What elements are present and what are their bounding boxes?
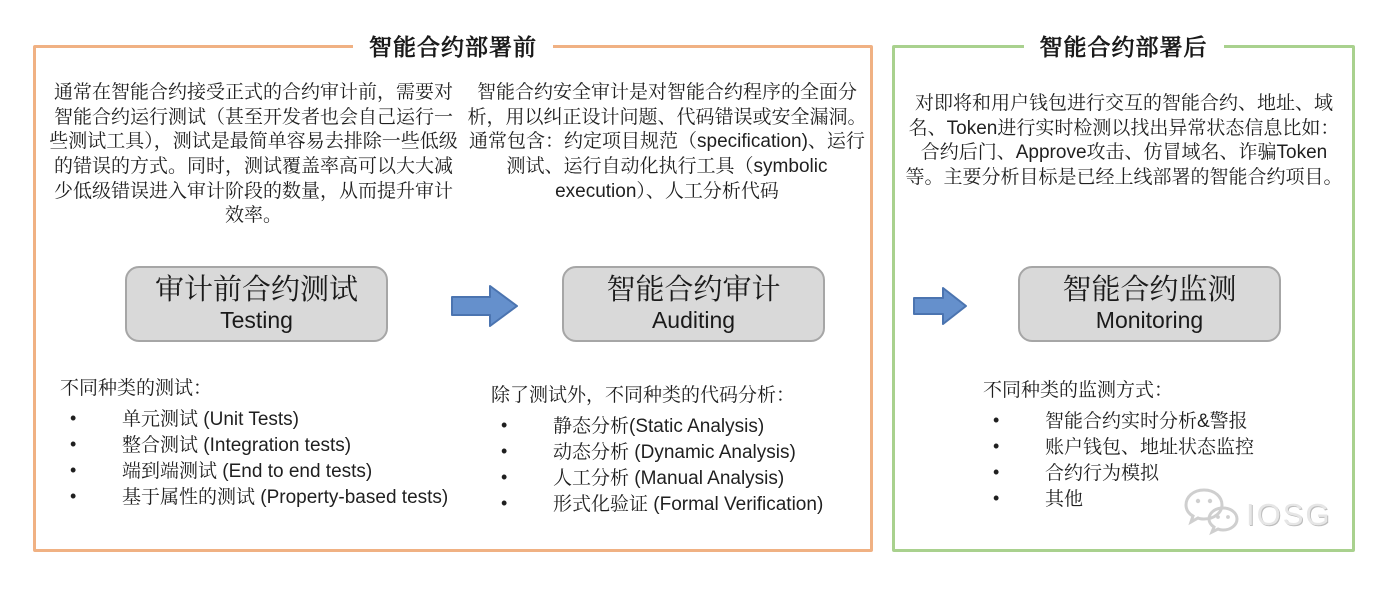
watermark-brand-text: IOSG bbox=[1246, 496, 1332, 532]
auditing-process-box bbox=[562, 266, 825, 342]
list-item: • 动态分析 (Dynamic Analysis) bbox=[491, 440, 889, 466]
testing-process-box bbox=[125, 266, 388, 342]
panel-before-title: 智能合约部署前 bbox=[353, 29, 553, 62]
testing-list bbox=[60, 377, 462, 512]
list-item: • 端到端测试 (End to end tests) bbox=[60, 459, 462, 485]
list-item: • 合约行为模拟 bbox=[983, 461, 1335, 487]
testing-list-title: 不同种类的测试： bbox=[60, 378, 213, 399]
monitoring-box-title: 智能合约监测 bbox=[1062, 274, 1237, 307]
list-item: • 智能合约实时分析&警报 bbox=[983, 409, 1335, 435]
auditing-list-title: 除了测试外，不同种类的代码分析： bbox=[491, 385, 796, 406]
panel-after-title: 智能合约部署后 bbox=[1024, 29, 1224, 62]
watermark bbox=[1182, 486, 1332, 543]
list-item: • 基于属性的测试 (Property-based tests) bbox=[60, 485, 462, 511]
auditing-box-subtitle: Auditing bbox=[651, 306, 736, 333]
list-item: • 人工分析 (Manual Analysis) bbox=[491, 466, 889, 492]
testing-box-subtitle: Testing bbox=[220, 306, 293, 333]
arrow-right-icon bbox=[450, 283, 520, 334]
monitoring-list-title: 不同种类的监测方式： bbox=[983, 380, 1174, 401]
testing-description: 通常在智能合约接受正式的合约审计前，需要对智能合约运行测试（甚至开发者也会自己运行一些测试工具），测试是最简单容易去排除一些低级的错误的方式。同时，测试覆盖率高可以大大减少低级错误进入审计阶段的数量，从而提升审计效率。 bbox=[49, 82, 458, 227]
monitoring-description: 对即将和用户钱包进行交互的智能合约、地址、域名、Token进行实时检测以找出异常状态信息比如：合约后门、Approve攻击、仿冒域名、诈骗Token等。主要分析目标是已经上线部署的智能合约项目。 bbox=[905, 93, 1343, 189]
list-item: • 整合测试 (Integration tests) bbox=[60, 433, 462, 459]
monitoring-process-box bbox=[1018, 266, 1281, 342]
auditing-description: 智能合约安全审计是对智能合约程序的全面分析，用以纠正设计问题、代码错误或安全漏洞。通常包含：约定项目规范（specification)、运行测试、运行自动化执行工具（symbolic execution）、人工分析代码 bbox=[467, 82, 867, 202]
list-item: • 单元测试 (Unit Tests) bbox=[60, 407, 462, 433]
auditing-list bbox=[491, 384, 889, 519]
list-item: • 其他 bbox=[983, 487, 1335, 513]
wechat-icon bbox=[1182, 486, 1240, 543]
arrow-right-icon bbox=[912, 285, 968, 332]
testing-box-title: 审计前合约测试 bbox=[154, 274, 358, 307]
monitoring-box-subtitle: Monitoring bbox=[1095, 306, 1204, 333]
auditing-box-title: 智能合约审计 bbox=[606, 274, 781, 307]
list-item: • 形式化验证 (Formal Verification) bbox=[491, 492, 889, 518]
list-item: • 账户钱包、地址状态监控 bbox=[983, 435, 1335, 461]
list-item: • 静态分析(Static Analysis) bbox=[491, 414, 889, 440]
